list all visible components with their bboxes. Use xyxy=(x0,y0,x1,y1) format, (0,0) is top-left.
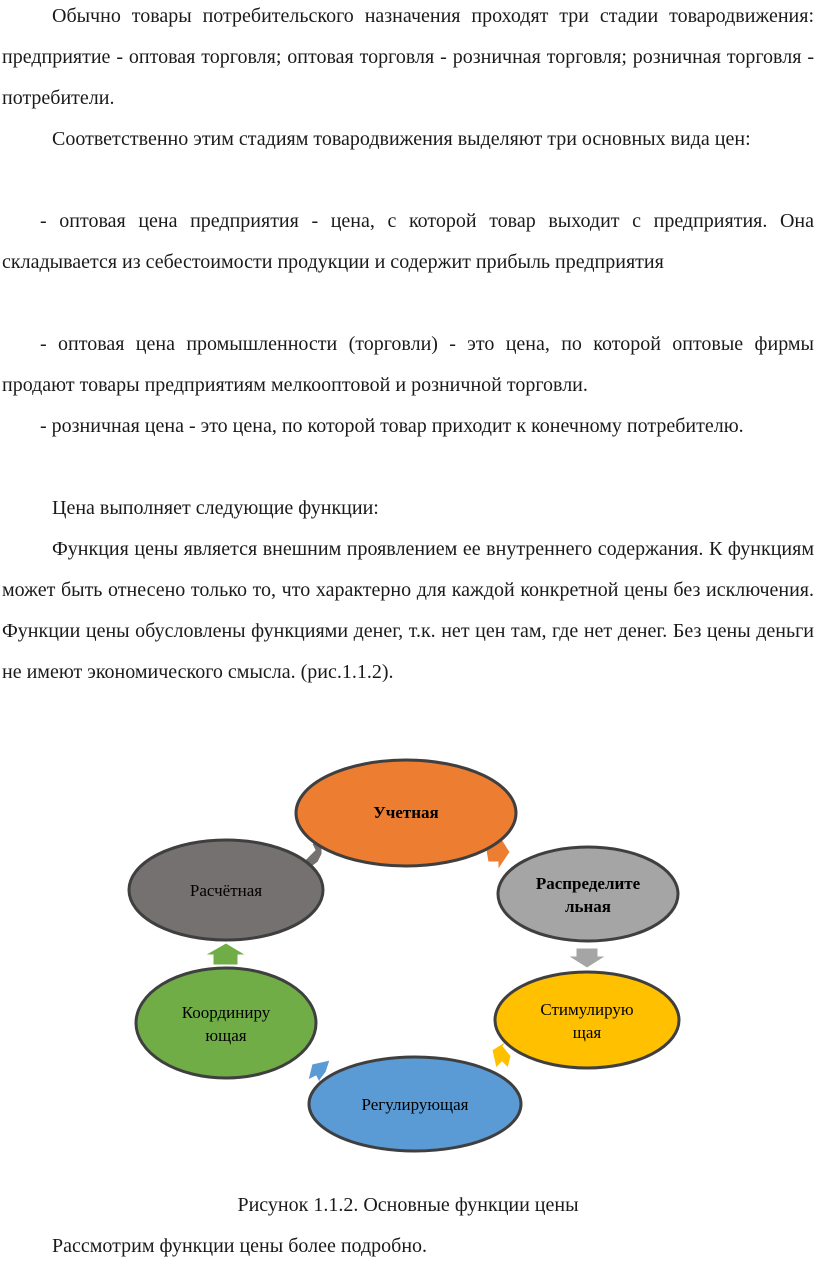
paragraph-wholesale-industry: - оптовая цена промышленности (торговли) - это цена, по которой оптовые фирмы продают товары предприятиям мелкооптовой и розничной торговли. xyxy=(2,333,814,396)
paragraph-price-types: Соответственно этим стадиям товародвижения выделяют три основных вида цен: xyxy=(52,128,751,150)
arrow-koordiniruyushchaya-to-raschetnaya xyxy=(205,943,246,965)
node-koordiniruyushchaya xyxy=(136,968,316,1078)
node-reguliruyushchaya-label: Регулирующая xyxy=(361,1095,469,1114)
node-raschetnaya xyxy=(129,840,323,940)
arrow-raspredelitelnaya-to-stimuliruyushchaya xyxy=(568,948,606,968)
node-uchetnaya xyxy=(296,760,516,866)
node-uchetnaya-label: Учетная xyxy=(373,803,439,822)
node-raspredelitelnaya-label-1: Распределите xyxy=(535,874,641,893)
figure-caption: Рисунок 1.1.2. Основные функции цены xyxy=(237,1194,579,1216)
node-raspredelitelnaya-label-2: льная xyxy=(564,897,612,916)
price-functions-diagram xyxy=(0,750,816,1170)
node-koordiniruyushchaya-label-2: ющая xyxy=(205,1026,247,1045)
paragraph-functions-intro: Цена выполняет следующие функции: xyxy=(52,497,379,519)
node-raschetnaya-label: Расчётная xyxy=(189,881,263,900)
node-raspredelitelnaya xyxy=(498,847,678,941)
paragraph-function-definition: Функция цены является внешним проявлением ее внутреннего содержания. К функциям может быть отнесено только то, что характерно для каждой конкретной цены без исключения. Функции цены обусловлены функциями денег, т.к. нет цен там, где нет денег. Без цены деньги не имеют экономического смысла. (рис.1.1.2). xyxy=(2,538,814,683)
node-stimuliruyushchaya-label-2: щая xyxy=(572,1023,602,1042)
paragraph-retail-price: - розничная цена - это цена, по которой товар приходит к конечному потребителю. xyxy=(40,415,744,437)
paragraph-stages: Обычно товары потребительского назначения проходят три стадии товародвижения: предприятие - оптовая торговля; оптовая торговля - розничная торговля; розничная торговля - потребители. xyxy=(2,5,814,109)
node-reguliruyushchaya xyxy=(309,1057,521,1151)
node-stimuliruyushchaya-label-1: Стимулирую xyxy=(540,1000,634,1019)
paragraph-wholesale-enterprise: - оптовая цена предприятия - цена, с которой товар выходит с предприятия. Она складывается из себестоимости продукции и содержит прибыль предприятия xyxy=(2,210,814,273)
node-koordiniruyushchaya-label-1: Координиру xyxy=(181,1003,271,1022)
node-stimuliruyushchaya xyxy=(495,972,679,1068)
paragraph-closing: Рассмотрим функции цены более подробно. xyxy=(52,1235,428,1257)
